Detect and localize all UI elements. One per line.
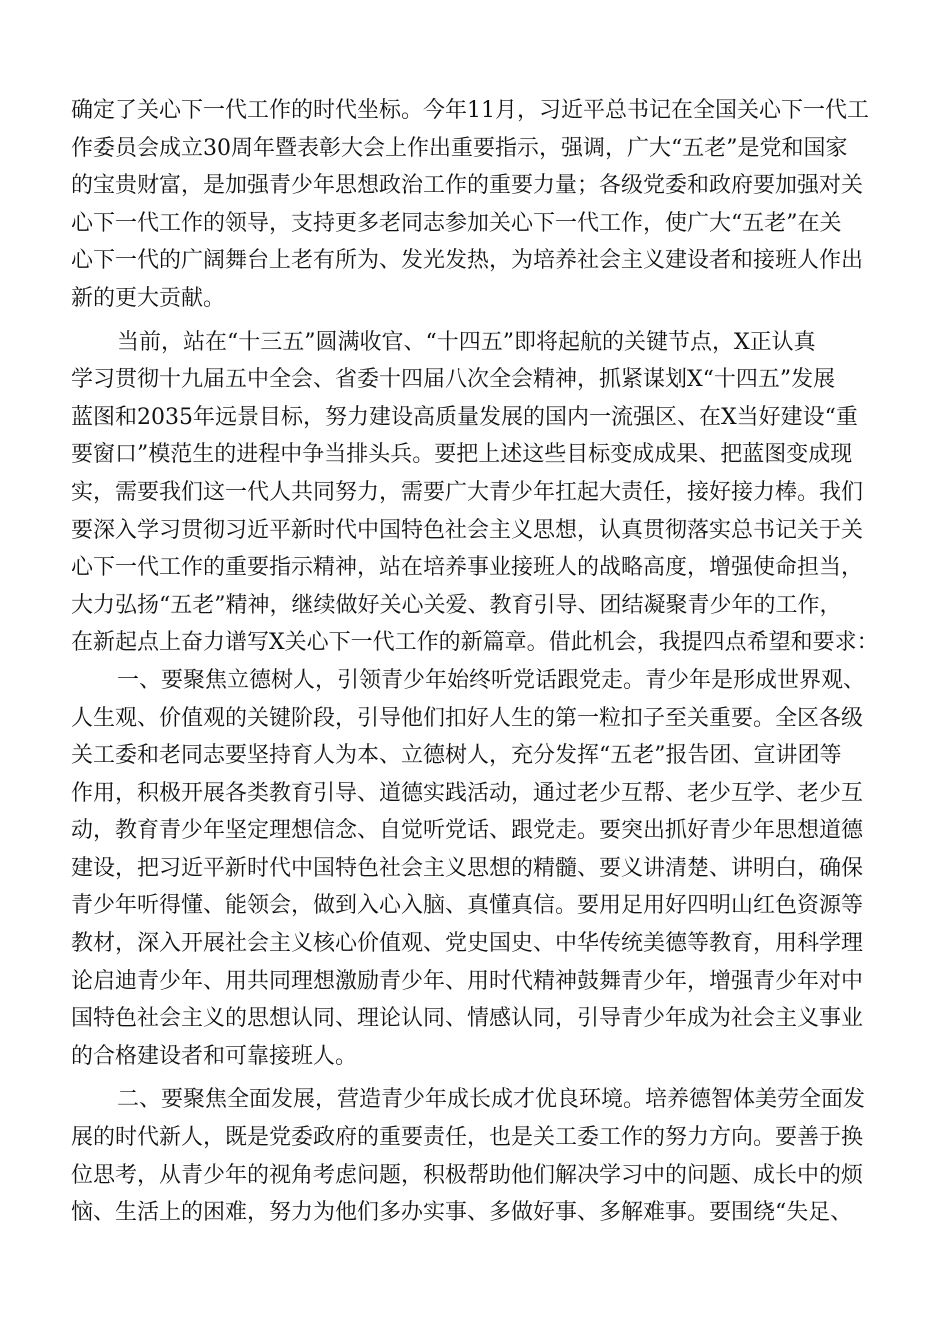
text-line: 心下一代工作的领导，支持更多老同志参加关心下一代工作，使广大“五老”在关 bbox=[71, 210, 842, 236]
text-line: 青少年听得懂、能领会，做到入心入脑、真懂真信。要用足用好四明山红色资源等 bbox=[71, 893, 864, 919]
text-line: 动，教育青少年坚定理想信念、自觉听党话、跟党走。要突出抓好青少年思想道德 bbox=[71, 818, 864, 844]
text-line: 心下一代的广阔舞台上老有所为、发光发热，为培养社会主义建设者和接班人作出 bbox=[71, 248, 864, 274]
text-line: 的宝贵财富，是加强青少年思想政治工作的重要力量；各级党委和政府要加强对关 bbox=[71, 173, 864, 199]
text-line: 二、要聚焦全面发展，营造青少年成长成才优良环境。培养德智体美劳全面发 bbox=[117, 1087, 866, 1113]
paragraph bbox=[71, 662, 881, 1076]
text-line: 论启迪青少年、用共同理想激励青少年、用时代精神鼓舞青少年，增强青少年对中 bbox=[71, 968, 864, 994]
paragraph bbox=[71, 92, 881, 318]
text-line: 大力弘扬“五老”精神，继续做好关心关爱、教育引导、团结凝聚青少年的工作， bbox=[71, 592, 842, 618]
text-line: 关工委和老同志要坚持育人为本、立德树人，充分发挥“五老”报告团、宣讲团等 bbox=[71, 743, 842, 769]
document-body bbox=[71, 92, 881, 1232]
text-line: 在新起点上奋力谱写X关心下一代工作的新篇章。借此机会，我提四点希望和要求： bbox=[71, 630, 879, 656]
text-line: 人生观、价值观的关键阶段，引导他们扣好人生的第一粒扣子至关重要。全区各级 bbox=[71, 705, 864, 731]
paragraph bbox=[71, 324, 881, 662]
text-line: 蓝图和2035年远景目标，努力建设高质量发展的国内一流强区、在X当好建设“重 bbox=[71, 404, 858, 430]
text-line: 建设，把习近平新时代中国特色社会主义思想的精髓、要义讲清楚、讲明白，确保 bbox=[71, 855, 864, 881]
text-line: 一、要聚焦立德树人，引领青少年始终听党话跟党走。青少年是形成世界观、 bbox=[117, 667, 866, 693]
text-line: 实，需要我们这一代人共同努力，需要广大青少年扛起大责任，接好接力棒。我们 bbox=[71, 479, 864, 505]
text-line: 确定了关心下一代工作的时代坐标。今年11月，习近平总书记在全国关心下一代工 bbox=[71, 98, 869, 123]
text-line: 国特色社会主义的思想认同、理论认同、情感认同，引导青少年成为社会主义事业 bbox=[71, 1006, 864, 1032]
text-line: 当前，站在“十三五”圆满收官、“十四五”即将起航的关键节点，X正认真 bbox=[117, 329, 816, 355]
text-line: 展的时代新人，既是党委政府的重要责任，也是关工委工作的努力方向。要善于换 bbox=[71, 1125, 864, 1151]
text-line: 教材，深入开展社会主义核心价值观、党史国史、中华传统美德等教育，用科学理 bbox=[71, 931, 864, 957]
text-line: 的合格建设者和可靠接班人。 bbox=[71, 1043, 358, 1069]
text-line: 新的更大贡献。 bbox=[71, 285, 226, 311]
text-line: 要窗口”模范生的进程中争当排头兵。要把上述这些目标变成成果、把蓝图变成现 bbox=[71, 442, 853, 468]
paragraph bbox=[71, 1081, 881, 1231]
text-line: 学习贯彻十九届五中全会、省委十四届八次全会精神，抓紧谋划X“十四五”发展 bbox=[71, 367, 836, 393]
text-line: 作委员会成立30周年暨表彰大会上作出重要指示，强调，广大“五老”是党和国家 bbox=[71, 135, 848, 161]
text-line: 要深入学习贯彻习近平新时代中国特色社会主义思想，认真贯彻落实总书记关于关 bbox=[71, 517, 864, 543]
text-line: 作用，积极开展各类教育引导、道德实践活动，通过老少互帮、老少互学、老少互 bbox=[71, 780, 864, 806]
text-line: 心下一代工作的重要指示精神，站在培养事业接班人的战略高度，增强使命担当， bbox=[71, 555, 864, 581]
text-line: 位思考，从青少年的视角考虑问题，积极帮助他们解决学习中的问题、成长中的烦 bbox=[71, 1162, 864, 1188]
text-line: 恼、生活上的困难，努力为他们多办实事、多做好事、多解难事。要围绕“失足、 bbox=[71, 1200, 853, 1226]
